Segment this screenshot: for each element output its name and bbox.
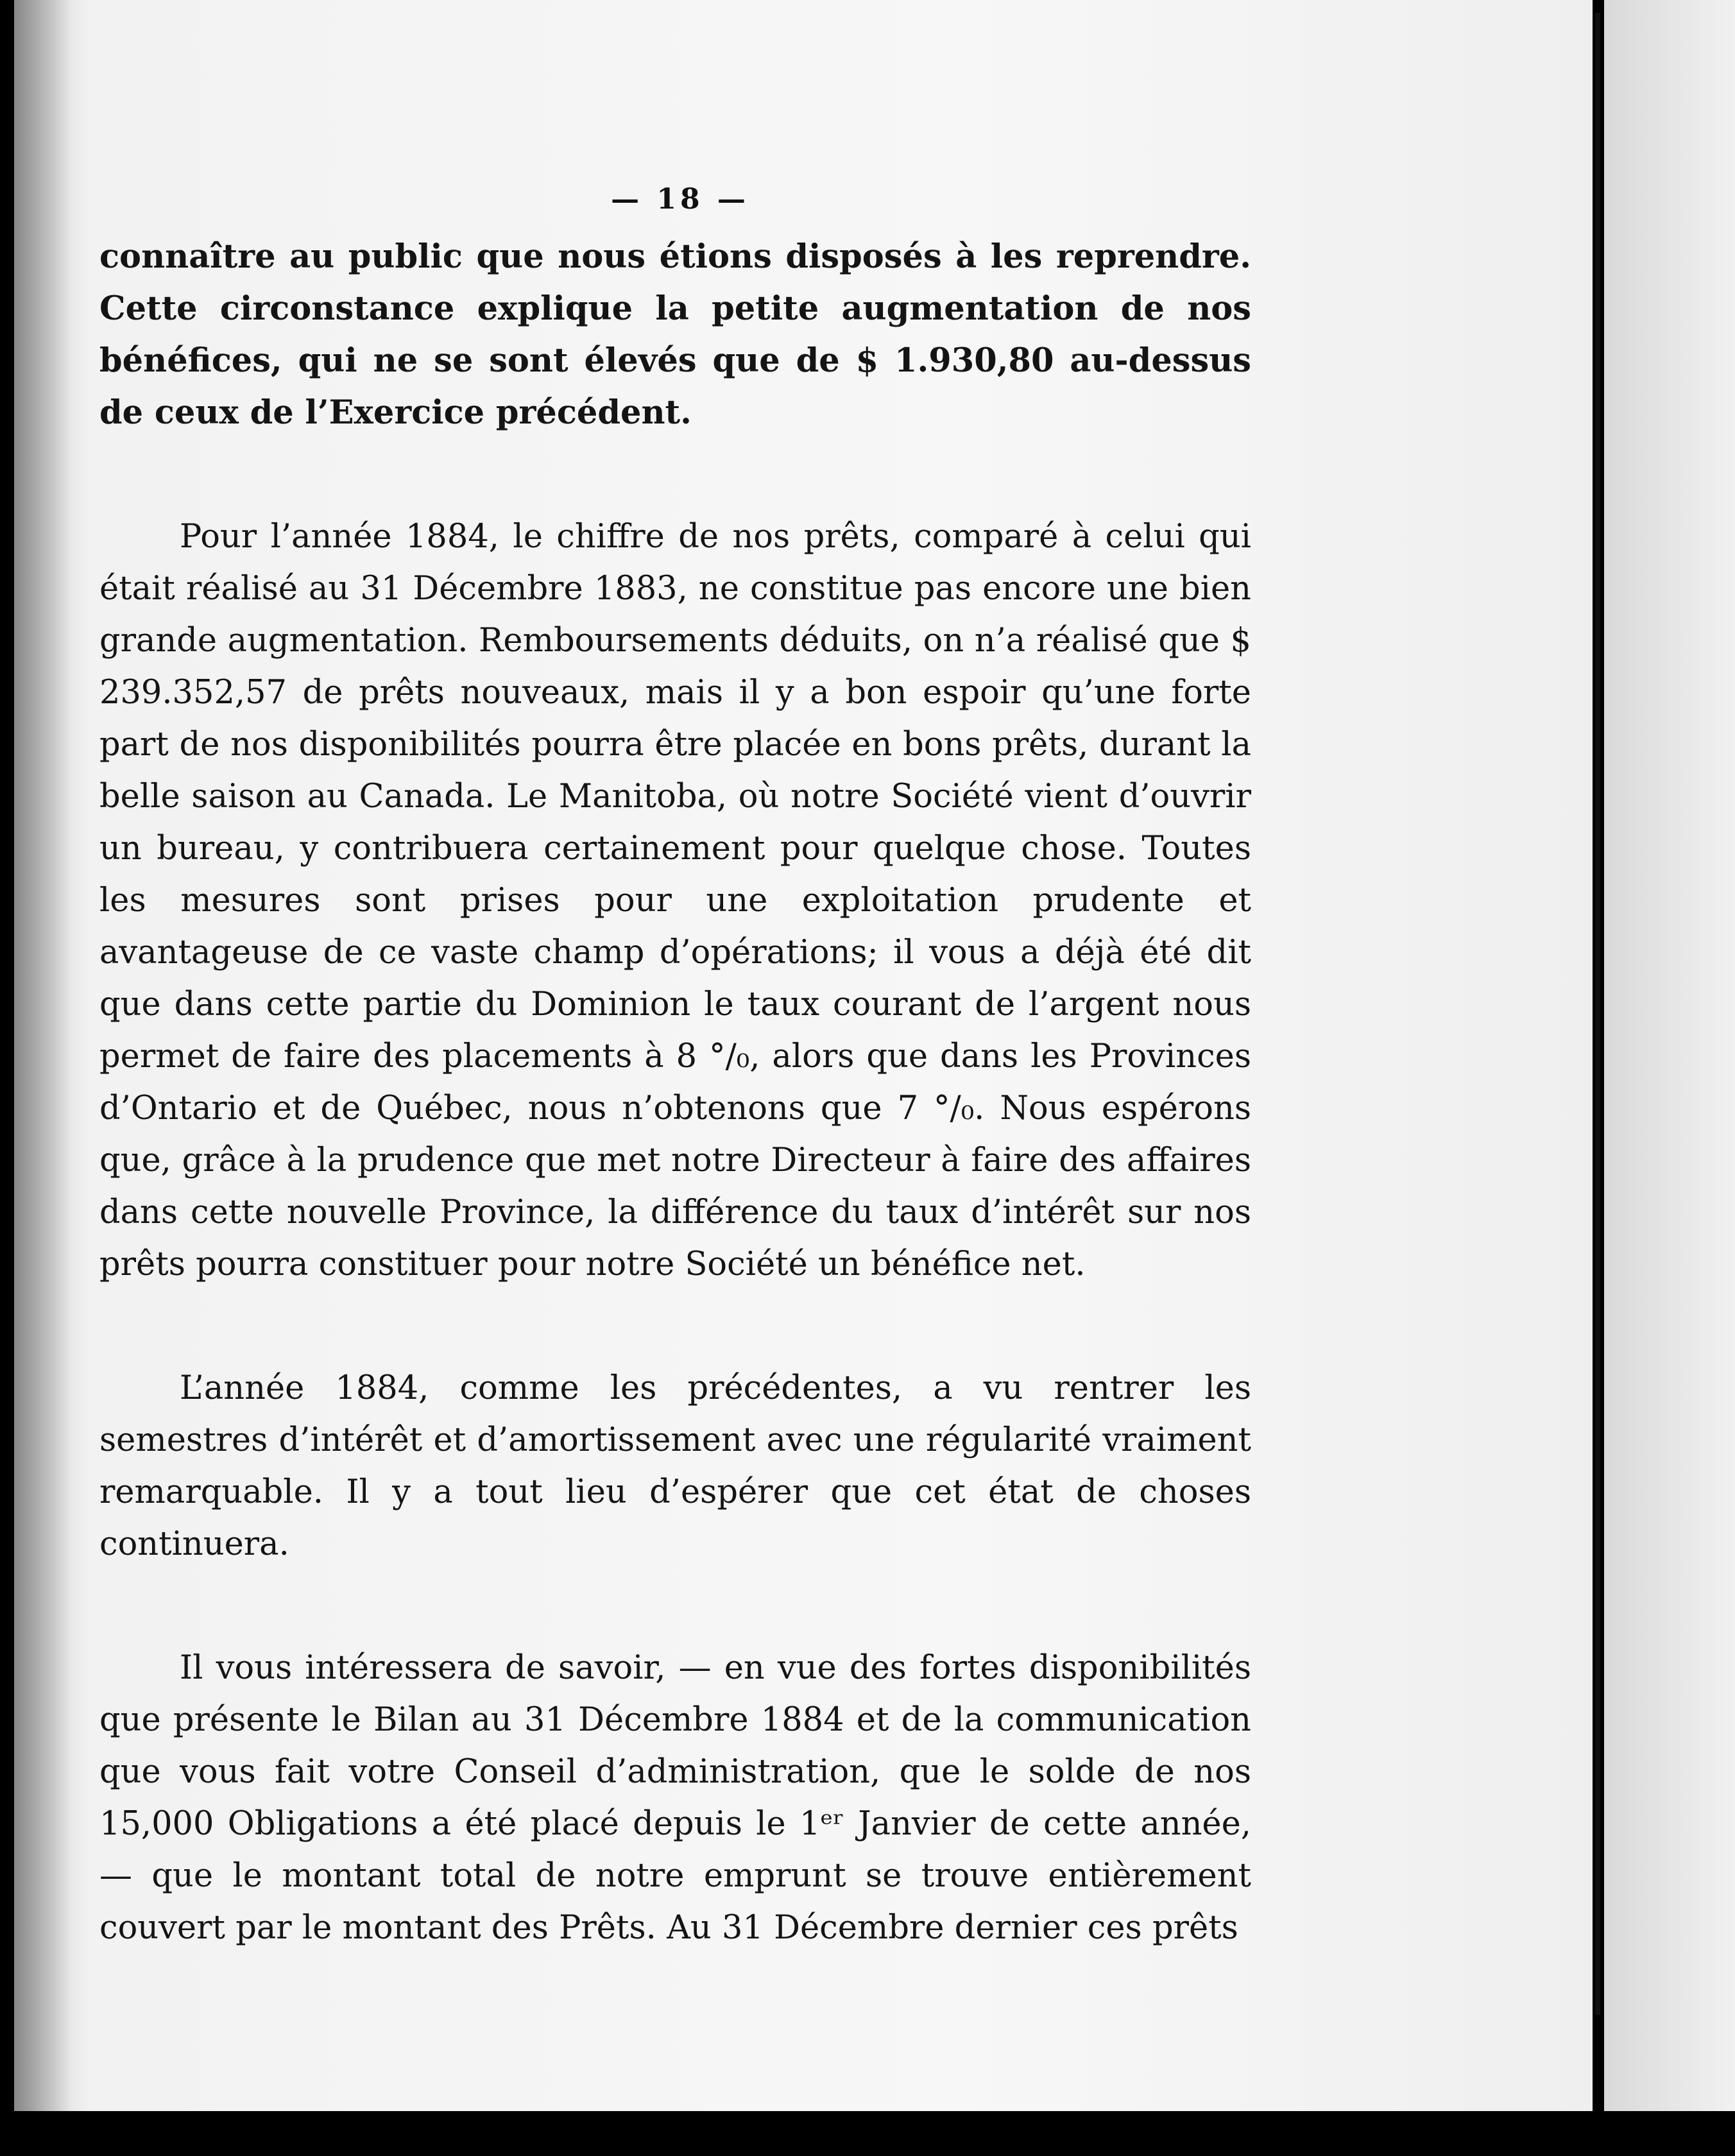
facing-page-edge	[1604, 0, 1735, 2111]
paragraph-1: connaître au public que nous étions disposés à les reprendre. Cette circonstance explique la petite augmentation de nos bénéfices, qui ne se sont élevés que de $ 1.930,80 au-dessus de ceux de l’Exercice précédent.	[99, 237, 1251, 432]
gutter-line	[1595, 13, 1600, 2015]
paragraph-4: Il vous intéressera de savoir, — en vue des fortes disponibilités que présente le Bilan au 31 Décembre 1884 et de la communication que vous fait votre Conseil d’administration, que le solde de nos 15,000 Obligations a été placé depuis le 1ᵉʳ Janvier de cette année, — que le montant total de notre emprunt se trouve entièrement couvert par le montant des Prêts. Au 31 Décembre dernier ces prêts	[99, 1649, 1251, 1947]
binding-shadow	[14, 0, 72, 2111]
paragraph-2: Pour l’année 1884, le chiffre de nos prêts, comparé à celui qui était réalisé au 31 Décembre 1883, ne constitue pas encore une bien grande augmentation. Remboursements déduits, on n’a réalisé que $ 239.352,57 de prêts nouveaux, mais il y a bon espoir qu’une forte part de nos disponibilités pourra être placée en bons prêts, durant la belle saison au Canada. Le Manitoba, où notre Société vient d’ouvrir un bureau, y contribuera certainement pour quelque chose. Toutes les mesures sont prises pour une exploitation prudente et avantageuse de ce vaste champ d’opérations; il vous a déjà été dit que dans cette partie du Dominion le taux courant de l’argent nous permet de faire des placements à 8 °/₀, alors que dans les Provinces d’Ontario et de Québec, nous n’obtenons que 7 °/₀. Nous espérons que, grâce à la prudence que met notre Directeur à faire des affaires dans cette nouvelle Province, la différence du taux d’intérêt sur nos prêts pourra constituer pour notre Société un bénéfice net.	[99, 518, 1251, 1283]
bottom-scan-edge	[0, 2111, 1735, 2156]
body-text	[99, 231, 1251, 1954]
paragraph-3: L’année 1884, comme les précédentes, a vu rentrer les semestres d’intérêt et d’amortissement avec une régularité vraiment remarquable. Il y a tout lieu d’espérer que cet état de choses continuera.	[99, 1369, 1251, 1563]
page-number: — 18 —	[611, 183, 749, 216]
